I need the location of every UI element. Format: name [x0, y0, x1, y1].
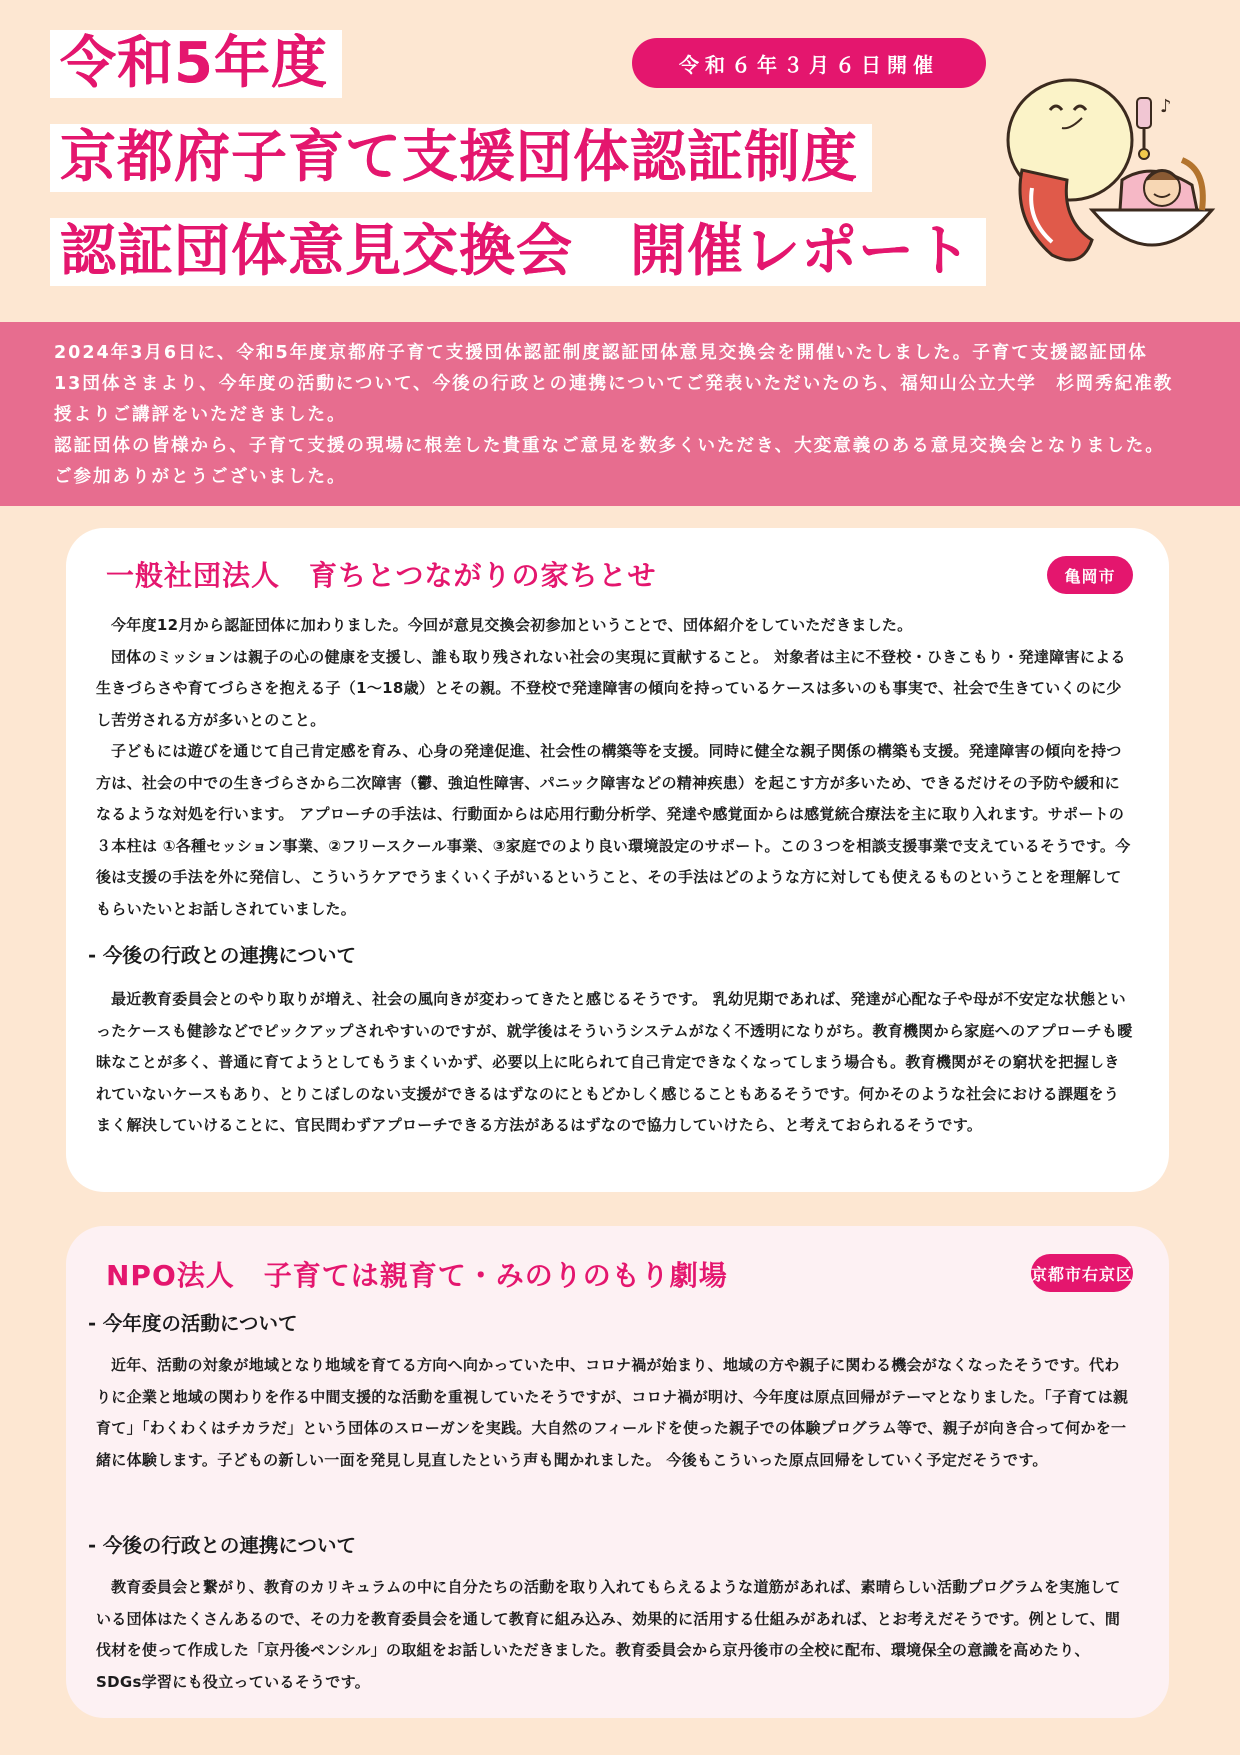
svg-text:♪: ♪	[1160, 96, 1172, 117]
date-badge: 令和６年３月６日開催	[632, 38, 986, 88]
section-paragraph: 教育委員会と繋がり、教育のカリキュラムの中に自分たちの活動を取り入れてもらえるような道筋があれば、素晴らしい活動プログラムを実施している団体はたくさんあるので、その力を教育委員会を通して教育に組み込み、効果的に活用する仕組みがあれば、とお考えだそうです。例として、間伐材を使って作成した「京丹後ペンシル」の取組をお話しいただきました。教育委員会から京丹後市の全校に配布、環境保全の意識を高めたり、SDGs学習にも役立っているそうです。	[96, 1578, 1121, 1691]
title-line-year: 令和5年度	[50, 30, 342, 98]
org-card-chitose	[66, 528, 1169, 1192]
org-title: 一般社団法人 育ちとつながりの家ちとせ	[106, 559, 657, 592]
section-body-collaboration	[96, 1572, 1134, 1698]
title-line-program: 京都府子育て支援団体認証制度	[50, 124, 872, 192]
location-badge: 亀岡市	[1047, 556, 1133, 594]
intro-band	[0, 322, 1240, 506]
description-paragraph: 子どもには遊びを通じて自己肯定感を育み、心身の発達促進、社会性の構築等を支援。同時に健全な親子関係の構築も支援。発達障害の傾向を持つ方は、社会の中での生きづらさから二次障害（鬱、強迫性障害、パニック障害などの精神疾患）を起こす方が多いため、できるだけその予防や緩和になるような対処を行います。 アプローチの手法は、行動面からは応用行動分析学、発達や感覚面からは感覚統合療法を主に取り入れます。サポートの３本柱は ①各種セッション事業、②フリースクール事業、③家庭でのより良い環境設定のサポート。この３つを相談支援事業で支えているそうです。今後は支援の手法を外に発信し、こういうケアでうまくいく子がいるということ、その手法はどのような方に対しても使えるものということを理解してもらいたいとお話しされていました。	[96, 742, 1131, 918]
intro-paragraph-2: 認証団体の皆様から、子育て支援の現場に根差した貴重なご意見を数多くいただき、大変意義のある意見交換会となりました。ご参加ありがとうございました。	[54, 436, 1165, 487]
section-body-collaboration	[96, 984, 1134, 1142]
org-title: NPO法人 子育ては親育て・みのりのもり劇場	[106, 1259, 728, 1292]
description-paragraph: 今年度12月から認証団体に加わりました。今回が意見交換会初参加ということで、団体紹介をしていただきました。	[111, 616, 913, 634]
org-description	[96, 610, 1134, 925]
description-paragraph: 団体のミッションは親子の心の健康を支援し、誰も取り残されない社会の実現に貢献すること。 対象者は主に不登校・ひきこもり・発達障害による生きづらさや育てづらさを抱える子（1〜18歳）とその親。不登校で発達障害の傾向を持っているケースは多いのも事実で、社会で生きていくのに少し苦労される方が多いとのこと。	[96, 647, 1126, 729]
section-paragraph: 最近教育委員会とのやり取りが増え、社会の風向きが変わってきたと感じるそうです。 乳幼児期であれば、発達が心配な子や母が不安定な状態といったケースも健診などでピックアップされやすいのですが、就学後はそういうシステムがなく不透明になりがち。教育機関から家庭へのアプローチも曖昧なことが多く、普通に育てようとしてもうまくいかず、必要以上に叱られて自己肯定できなくなってしまう場合も。教育機関がその窮状を把握しきれていないケースもあり、とりこぼしのない支援ができるはずなのにともどかしく感じることもあるそうです。何かそのような社会における課題をうまく解決していけることに、官民問わずアプローチできる方法があるはずなので協力していけたら、と考えておられるそうです。	[96, 990, 1133, 1134]
section-body-activities	[96, 1350, 1134, 1476]
section-heading-collaboration: - 今後の行政との連携について	[88, 944, 356, 967]
section-paragraph: 近年、活動の対象が地域となり地域を育てる方向へ向かっていた中、コロナ禍が始まり、地域の方や親子に関わる機会がなくなったそうです。代わりに企業と地域の関わりを作る中間支援的な活動を重視していたそうですが、コロナ禍が明け、今年度は原点回帰がテーマとなりました。「子育ては親育て」「わくわくはチカラだ」という団体のスローガンを実践。大自然のフィールドを使った親子での体験プログラム等で、親子が向き合って何かを一緒に体験します。子どもの新しい一面を発見し見直したという声も聞かれました。 今後もこういった原点回帰をしていく予定だそうです。	[96, 1356, 1129, 1469]
section-heading-activities: - 今年度の活動について	[88, 1312, 298, 1335]
section-heading-collaboration: - 今後の行政との連携について	[88, 1534, 356, 1557]
intro-paragraph-1: 2024年3月6日に、令和5年度京都府子育て支援団体認証制度認証団体意見交換会を開催いたしました。子育て支援認証団体13団体さまより、今年度の活動について、今後の行政との連携についてご発表いただいたのち、福知山公立大学 杉岡秀紀准教授よりご講評をいただきました。	[54, 343, 1174, 425]
org-card-minori	[66, 1226, 1169, 1718]
intro-text	[54, 338, 1174, 493]
title-line-report: 認証団体意見交換会 開催レポート	[50, 218, 986, 286]
location-badge: 京都市右京区	[1031, 1254, 1133, 1292]
mascot-illustration	[992, 70, 1224, 285]
